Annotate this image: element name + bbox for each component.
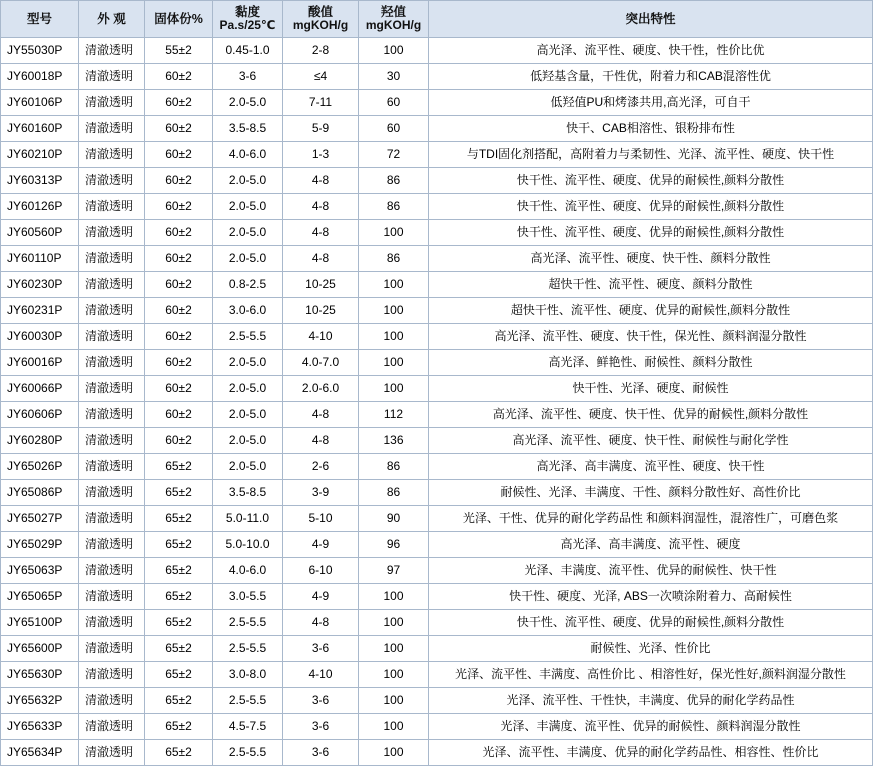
column-header-hydroxyl [359, 1, 429, 38]
cell-appearance: 清澈透明 [79, 324, 145, 350]
cell-viscosity: 5.0-10.0 [213, 532, 283, 558]
cell-solid-content: 60±2 [145, 324, 213, 350]
cell-solid-content: 65±2 [145, 506, 213, 532]
cell-solid-content: 65±2 [145, 480, 213, 506]
cell-solid-content: 55±2 [145, 38, 213, 64]
cell-feature: 高光泽、鲜艳性、耐候性、颜料分散性 [429, 350, 873, 376]
cell-acid-value: 5-9 [283, 116, 359, 142]
cell-solid-content: 65±2 [145, 454, 213, 480]
cell-acid-value: 4-8 [283, 428, 359, 454]
cell-model: JY60110P [1, 246, 79, 272]
cell-appearance: 清澈透明 [79, 506, 145, 532]
cell-hydroxyl-value: 30 [359, 64, 429, 90]
cell-feature: 高光泽、流平性、硬度、快干性，保光性、颜料润湿分散性 [429, 324, 873, 350]
column-header-acid-label: 酸值 [307, 4, 333, 19]
cell-model: JY60066P [1, 376, 79, 402]
cell-feature: 光泽、流平性、干性快，丰满度、优异的耐化学药品性 [429, 688, 873, 714]
cell-model: JY60231P [1, 298, 79, 324]
cell-model: JY65632P [1, 688, 79, 714]
cell-feature: 高光泽、流平性、硬度、快干性、耐候性与耐化学性 [429, 428, 873, 454]
cell-appearance: 清澈透明 [79, 246, 145, 272]
cell-viscosity: 2.0-5.0 [213, 428, 283, 454]
cell-solid-content: 60±2 [145, 168, 213, 194]
cell-feature: 低羟值PU和烤漆共用,高光泽，可自干 [429, 90, 873, 116]
table-row [1, 376, 873, 402]
cell-solid-content: 65±2 [145, 532, 213, 558]
cell-hydroxyl-value: 72 [359, 142, 429, 168]
cell-hydroxyl-value: 97 [359, 558, 429, 584]
table-row [1, 402, 873, 428]
column-header-model [1, 1, 79, 38]
cell-model: JY55030P [1, 38, 79, 64]
cell-acid-value: 2.0-6.0 [283, 376, 359, 402]
cell-feature: 超快干性、流平性、硬度、优异的耐候性,颜料分散性 [429, 298, 873, 324]
cell-solid-content: 60±2 [145, 64, 213, 90]
cell-solid-content: 60±2 [145, 350, 213, 376]
cell-viscosity: 2.5-5.5 [213, 324, 283, 350]
cell-solid-content: 65±2 [145, 688, 213, 714]
cell-hydroxyl-value: 100 [359, 636, 429, 662]
table-row [1, 688, 873, 714]
table-row [1, 298, 873, 324]
cell-model: JY65027P [1, 506, 79, 532]
cell-feature: 低羟基含量，干性优，附着力和CAB混溶性优 [429, 64, 873, 90]
cell-model: JY60016P [1, 350, 79, 376]
column-header-viscosity-label: 黏度 [234, 4, 260, 19]
cell-hydroxyl-value: 100 [359, 220, 429, 246]
table-header-row [1, 1, 873, 38]
cell-acid-value: 4-9 [283, 584, 359, 610]
table-row [1, 194, 873, 220]
column-header-acid-unit: mgKOH/g [292, 18, 349, 33]
cell-appearance: 清澈透明 [79, 90, 145, 116]
cell-appearance: 清澈透明 [79, 38, 145, 64]
cell-acid-value: 7-11 [283, 90, 359, 116]
cell-viscosity: 2.0-5.0 [213, 168, 283, 194]
cell-appearance: 清澈透明 [79, 610, 145, 636]
cell-appearance: 清澈透明 [79, 350, 145, 376]
cell-feature: 超快干性、流平性、硬度、颜料分散性 [429, 272, 873, 298]
cell-appearance: 清澈透明 [79, 402, 145, 428]
cell-appearance: 清澈透明 [79, 376, 145, 402]
cell-hydroxyl-value: 86 [359, 168, 429, 194]
cell-feature: 高光泽、流平性、硬度、快干性，性价比优 [429, 38, 873, 64]
cell-feature: 快干性、流平性、硬度、优异的耐候性,颜料分散性 [429, 610, 873, 636]
column-header-hydroxyl-unit: mgKOH/g [365, 18, 422, 33]
cell-feature: 高光泽、高丰满度、流平性、硬度 [429, 532, 873, 558]
cell-appearance: 清澈透明 [79, 272, 145, 298]
table-row [1, 90, 873, 116]
cell-hydroxyl-value: 100 [359, 662, 429, 688]
cell-model: JY65634P [1, 740, 79, 766]
cell-acid-value: 5-10 [283, 506, 359, 532]
table-row [1, 142, 873, 168]
cell-feature: 耐候性、光泽、性价比 [429, 636, 873, 662]
cell-appearance: 清澈透明 [79, 662, 145, 688]
cell-viscosity: 0.8-2.5 [213, 272, 283, 298]
cell-solid-content: 60±2 [145, 246, 213, 272]
cell-model: JY60160P [1, 116, 79, 142]
cell-acid-value: 4-8 [283, 402, 359, 428]
column-header-solid-label: 固体份% [154, 11, 203, 26]
cell-viscosity: 2.0-5.0 [213, 194, 283, 220]
cell-model: JY65026P [1, 454, 79, 480]
table-row [1, 480, 873, 506]
column-header-appearance-label: 外 观 [97, 11, 126, 26]
cell-feature: 快干性、硬度、光泽, ABS一次喷涂附着力、高耐候性 [429, 584, 873, 610]
cell-viscosity: 0.45-1.0 [213, 38, 283, 64]
cell-feature: 快干性、流平性、硬度、优异的耐候性,颜料分散性 [429, 194, 873, 220]
cell-viscosity: 2.0-5.0 [213, 402, 283, 428]
cell-hydroxyl-value: 100 [359, 298, 429, 324]
cell-hydroxyl-value: 86 [359, 246, 429, 272]
cell-appearance: 清澈透明 [79, 740, 145, 766]
table-row [1, 116, 873, 142]
cell-feature: 光泽、流平性、丰满度、高性价比 、相溶性好，保光性好,颜料润湿分散性 [429, 662, 873, 688]
cell-acid-value: 4-8 [283, 246, 359, 272]
cell-hydroxyl-value: 100 [359, 350, 429, 376]
table-row [1, 714, 873, 740]
cell-solid-content: 60±2 [145, 272, 213, 298]
cell-feature: 光泽、干性、优异的耐化学药品性 和颜料润湿性，混溶性广，可磨色浆 [429, 506, 873, 532]
cell-model: JY65086P [1, 480, 79, 506]
cell-hydroxyl-value: 112 [359, 402, 429, 428]
cell-appearance: 清澈透明 [79, 584, 145, 610]
cell-model: JY65063P [1, 558, 79, 584]
cell-feature: 快干性、流平性、硬度、优异的耐候性,颜料分散性 [429, 168, 873, 194]
cell-appearance: 清澈透明 [79, 532, 145, 558]
cell-viscosity: 3.0-8.0 [213, 662, 283, 688]
cell-hydroxyl-value: 90 [359, 506, 429, 532]
cell-appearance: 清澈透明 [79, 142, 145, 168]
column-header-solid [145, 1, 213, 38]
cell-model: JY65029P [1, 532, 79, 558]
column-header-model-label: 型号 [26, 11, 52, 26]
cell-solid-content: 60±2 [145, 116, 213, 142]
cell-model: JY60313P [1, 168, 79, 194]
cell-hydroxyl-value: 100 [359, 324, 429, 350]
cell-hydroxyl-value: 60 [359, 90, 429, 116]
cell-solid-content: 60±2 [145, 90, 213, 116]
table-row [1, 506, 873, 532]
cell-feature: 高光泽、流平性、硬度、快干性、颜料分散性 [429, 246, 873, 272]
cell-hydroxyl-value: 96 [359, 532, 429, 558]
cell-model: JY60560P [1, 220, 79, 246]
cell-solid-content: 60±2 [145, 194, 213, 220]
cell-hydroxyl-value: 136 [359, 428, 429, 454]
table-header [1, 1, 873, 38]
cell-model: JY60018P [1, 64, 79, 90]
cell-feature: 光泽、流平性、丰满度、优异的耐化学药品性、相容性、性价比 [429, 740, 873, 766]
column-header-acid [283, 1, 359, 38]
column-header-hydroxyl-label: 羟值 [380, 4, 406, 19]
cell-viscosity: 2.5-5.5 [213, 636, 283, 662]
cell-acid-value: 10-25 [283, 298, 359, 324]
cell-appearance: 清澈透明 [79, 714, 145, 740]
cell-solid-content: 60±2 [145, 376, 213, 402]
cell-solid-content: 60±2 [145, 220, 213, 246]
cell-viscosity: 3.0-6.0 [213, 298, 283, 324]
cell-model: JY60126P [1, 194, 79, 220]
cell-model: JY60106P [1, 90, 79, 116]
cell-feature: 光泽、丰满度、流平性、优异的耐候性、快干性 [429, 558, 873, 584]
cell-viscosity: 2.0-5.0 [213, 246, 283, 272]
table-row [1, 584, 873, 610]
table-row [1, 350, 873, 376]
cell-viscosity: 4.0-6.0 [213, 558, 283, 584]
cell-viscosity: 2.0-5.0 [213, 220, 283, 246]
cell-viscosity: 2.5-5.5 [213, 610, 283, 636]
cell-acid-value: 1-3 [283, 142, 359, 168]
cell-model: JY60230P [1, 272, 79, 298]
cell-feature: 耐候性、光泽、丰满度、干性、颜料分散性好、高性价比 [429, 480, 873, 506]
cell-model: JY65100P [1, 610, 79, 636]
cell-feature: 高光泽、高丰满度、流平性、硬度、快干性 [429, 454, 873, 480]
cell-viscosity: 4.5-7.5 [213, 714, 283, 740]
cell-appearance: 清澈透明 [79, 688, 145, 714]
table-row [1, 662, 873, 688]
cell-solid-content: 65±2 [145, 636, 213, 662]
cell-appearance: 清澈透明 [79, 64, 145, 90]
cell-viscosity: 3.5-8.5 [213, 116, 283, 142]
cell-hydroxyl-value: 100 [359, 38, 429, 64]
cell-solid-content: 60±2 [145, 142, 213, 168]
cell-solid-content: 60±2 [145, 402, 213, 428]
cell-viscosity: 2.0-5.0 [213, 350, 283, 376]
cell-hydroxyl-value: 86 [359, 480, 429, 506]
cell-solid-content: 65±2 [145, 662, 213, 688]
cell-viscosity: 2.0-5.0 [213, 376, 283, 402]
cell-model: JY60210P [1, 142, 79, 168]
cell-viscosity: 2.5-5.5 [213, 688, 283, 714]
table-row [1, 38, 873, 64]
table-row [1, 558, 873, 584]
cell-viscosity: 2.5-5.5 [213, 740, 283, 766]
cell-hydroxyl-value: 100 [359, 376, 429, 402]
cell-acid-value: 4-9 [283, 532, 359, 558]
cell-feature: 高光泽、流平性、硬度、快干性、优异的耐候性,颜料分散性 [429, 402, 873, 428]
cell-acid-value: 4-8 [283, 168, 359, 194]
cell-acid-value: 3-6 [283, 714, 359, 740]
cell-feature: 快干、CAB相溶性、银粉排布性 [429, 116, 873, 142]
cell-solid-content: 65±2 [145, 610, 213, 636]
cell-hydroxyl-value: 86 [359, 454, 429, 480]
cell-appearance: 清澈透明 [79, 480, 145, 506]
column-header-viscosity-unit: Pa.s/25℃ [219, 18, 276, 33]
cell-model: JY65600P [1, 636, 79, 662]
cell-hydroxyl-value: 60 [359, 116, 429, 142]
cell-feature: 与TDI固化剂搭配，高附着力与柔韧性、光泽、流平性、硬度、快干性 [429, 142, 873, 168]
cell-model: JY60280P [1, 428, 79, 454]
cell-viscosity: 5.0-11.0 [213, 506, 283, 532]
cell-solid-content: 60±2 [145, 428, 213, 454]
cell-viscosity: 2.0-5.0 [213, 454, 283, 480]
cell-model: JY60606P [1, 402, 79, 428]
cell-model: JY65065P [1, 584, 79, 610]
cell-model: JY60030P [1, 324, 79, 350]
cell-hydroxyl-value: 100 [359, 272, 429, 298]
cell-acid-value: 10-25 [283, 272, 359, 298]
cell-viscosity: 3.5-8.5 [213, 480, 283, 506]
table-row [1, 610, 873, 636]
cell-solid-content: 60±2 [145, 298, 213, 324]
cell-appearance: 清澈透明 [79, 558, 145, 584]
cell-acid-value: 4-8 [283, 220, 359, 246]
cell-acid-value: 4-8 [283, 194, 359, 220]
cell-appearance: 清澈透明 [79, 168, 145, 194]
table-row [1, 532, 873, 558]
cell-solid-content: 65±2 [145, 714, 213, 740]
cell-acid-value: 3-6 [283, 740, 359, 766]
cell-feature: 光泽、丰满度、流平性、优异的耐候性、颜料润湿分散性 [429, 714, 873, 740]
cell-appearance: 清澈透明 [79, 454, 145, 480]
cell-feature: 快干性、光泽、硬度、耐候性 [429, 376, 873, 402]
table-row [1, 220, 873, 246]
cell-viscosity: 2.0-5.0 [213, 90, 283, 116]
cell-appearance: 清澈透明 [79, 116, 145, 142]
column-header-feature [429, 1, 873, 38]
cell-acid-value: 6-10 [283, 558, 359, 584]
table-row [1, 272, 873, 298]
table-row [1, 168, 873, 194]
cell-hydroxyl-value: 100 [359, 714, 429, 740]
cell-acid-value: ≤4 [283, 64, 359, 90]
cell-acid-value: 3-6 [283, 688, 359, 714]
column-header-viscosity [213, 1, 283, 38]
cell-acid-value: 3-6 [283, 636, 359, 662]
cell-appearance: 清澈透明 [79, 194, 145, 220]
cell-acid-value: 4-10 [283, 324, 359, 350]
cell-hydroxyl-value: 100 [359, 688, 429, 714]
cell-appearance: 清澈透明 [79, 636, 145, 662]
cell-appearance: 清澈透明 [79, 298, 145, 324]
column-header-feature-label: 突出特性 [625, 11, 676, 26]
table-row [1, 324, 873, 350]
cell-viscosity: 4.0-6.0 [213, 142, 283, 168]
cell-acid-value: 4-10 [283, 662, 359, 688]
table-body [1, 38, 873, 766]
table-row [1, 246, 873, 272]
cell-viscosity: 3.0-5.5 [213, 584, 283, 610]
table-row [1, 636, 873, 662]
cell-acid-value: 4.0-7.0 [283, 350, 359, 376]
column-header-appearance [79, 1, 145, 38]
cell-feature: 快干性、流平性、硬度、优异的耐候性,颜料分散性 [429, 220, 873, 246]
cell-solid-content: 65±2 [145, 740, 213, 766]
table-row [1, 740, 873, 766]
cell-hydroxyl-value: 100 [359, 740, 429, 766]
cell-acid-value: 3-9 [283, 480, 359, 506]
cell-appearance: 清澈透明 [79, 428, 145, 454]
cell-acid-value: 4-8 [283, 610, 359, 636]
cell-solid-content: 65±2 [145, 584, 213, 610]
cell-solid-content: 65±2 [145, 558, 213, 584]
cell-acid-value: 2-6 [283, 454, 359, 480]
cell-acid-value: 2-8 [283, 38, 359, 64]
cell-appearance: 清澈透明 [79, 220, 145, 246]
table-row [1, 64, 873, 90]
cell-model: JY65633P [1, 714, 79, 740]
cell-hydroxyl-value: 86 [359, 194, 429, 220]
cell-viscosity: 3-6 [213, 64, 283, 90]
table-row [1, 428, 873, 454]
cell-hydroxyl-value: 100 [359, 584, 429, 610]
cell-model: JY65630P [1, 662, 79, 688]
cell-hydroxyl-value: 100 [359, 610, 429, 636]
table-row [1, 454, 873, 480]
